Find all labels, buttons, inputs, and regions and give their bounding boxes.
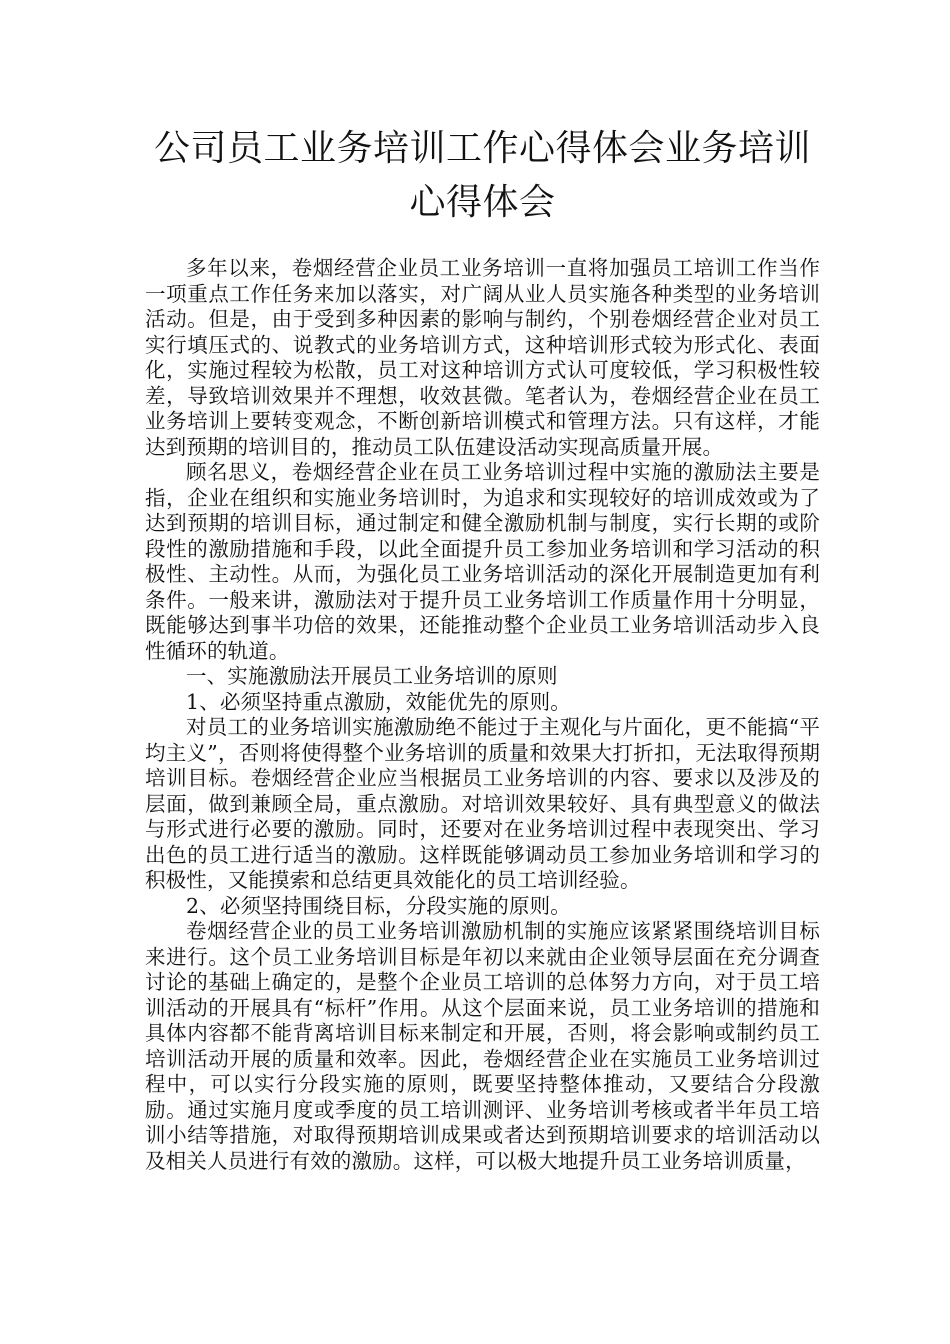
paragraph-intro: 多年以来，卷烟经营企业员工业务培训一直将加强员工培训工作当作一项重点工作任务来加以落实，对广阔从业人员实施各种类型的业务培训活动。但是，由于受到多种因素的影响与制约，个别卷烟经营企业对员工实行填压式的、说教式的业务培训方式，这种培训形式较为形式化、表面化，实施过程较为松散，员工对这种培训方式认可度较低，学习积极性较差，导致培训效果并不理想，收效甚微。笔者认为，卷烟经营企业在员工业务培训上要转变观念，不断创新培训模式和管理方法。只有这样，才能达到预期的培训目的，推动员工队伍建设活动实现高质量开展。: [145, 256, 820, 459]
paragraph-principle-2: 卷烟经营企业的员工业务培训激励机制的实施应该紧紧围绕培训目标来进行。这个员工业务培训目标是年初以来就由企业领导层面在充分调查讨论的基础上确定的，是整个企业员工培训的总体努力方向，对于员工培训活动的开展具有“标杆”作用。从这个层面来说，员工业务培训的措施和具体内容都不能背离培训目标来制定和开展，否则，将会影响或制约员工培训活动开展的质量和效率。因此，卷烟经营企业在实施员工业务培训过程中，可以实行分段实施的原则，既要坚持整体推动，又要结合分段激励。通过实施月度或季度的员工培训测评、业务培训考核或者半年员工培训小结等措施，对取得预期培训成果或者达到预期培训要求的培训活动以及相关人员进行有效的激励。这样，可以极大地提升员工业务培训质量，: [145, 919, 820, 1173]
document-title: [145, 122, 820, 230]
title-line-2: 心得体会: [409, 182, 556, 223]
title-line-1: 公司员工业务培训工作心得体会业务培训: [153, 128, 811, 169]
paragraph-definition: 顾名思义，卷烟经营企业在员工业务培训过程中实施的激励法主要是指，企业在组织和实施业务培训时，为追求和实现较好的培训成效或为了达到预期的培训目标，通过制定和健全激励机制与制度，实行长期的或阶段性的激励措施和手段，以此全面提升员工参加业务培训和学习活动的积极性、主动性。从而，为强化员工业务培训活动的深化开展制造更加有利条件。一般来讲，激励法对于提升员工业务培训工作质量作用十分明显，既能够达到事半功倍的效果，还能推动整个企业员工业务培训活动步入良性循环的轨道。: [145, 460, 820, 663]
subheading-principle-1: 1、必须坚持重点激励，效能优先的原则。: [186, 689, 571, 714]
section-heading-principles: 一、实施激励法开展员工业务培训的原则: [186, 664, 558, 688]
document-body: [145, 256, 820, 1174]
paragraph-principle-1: 对员工的业务培训实施激励绝不能过于主观化与片面化，更不能搞“平均主义”，否则将使得整个业务培训的质量和效果大打折扣，无法取得预期培训目标。卷烟经营企业应当根据员工业务培训的内容、要求以及涉及的层面，做到兼顾全局，重点激励。对培训效果较好、具有典型意义的做法与形式进行必要的激励。同时，还要对在业务培训过程中表现突出、学习出色的员工进行适当的激励。这样既能够调动员工参加业务培训和学习的积极性，又能摸索和总结更具效能化的员工培训经验。: [145, 715, 820, 892]
subheading-principle-2: 2、必须坚持围绕目标，分段实施的原则。: [186, 893, 571, 918]
